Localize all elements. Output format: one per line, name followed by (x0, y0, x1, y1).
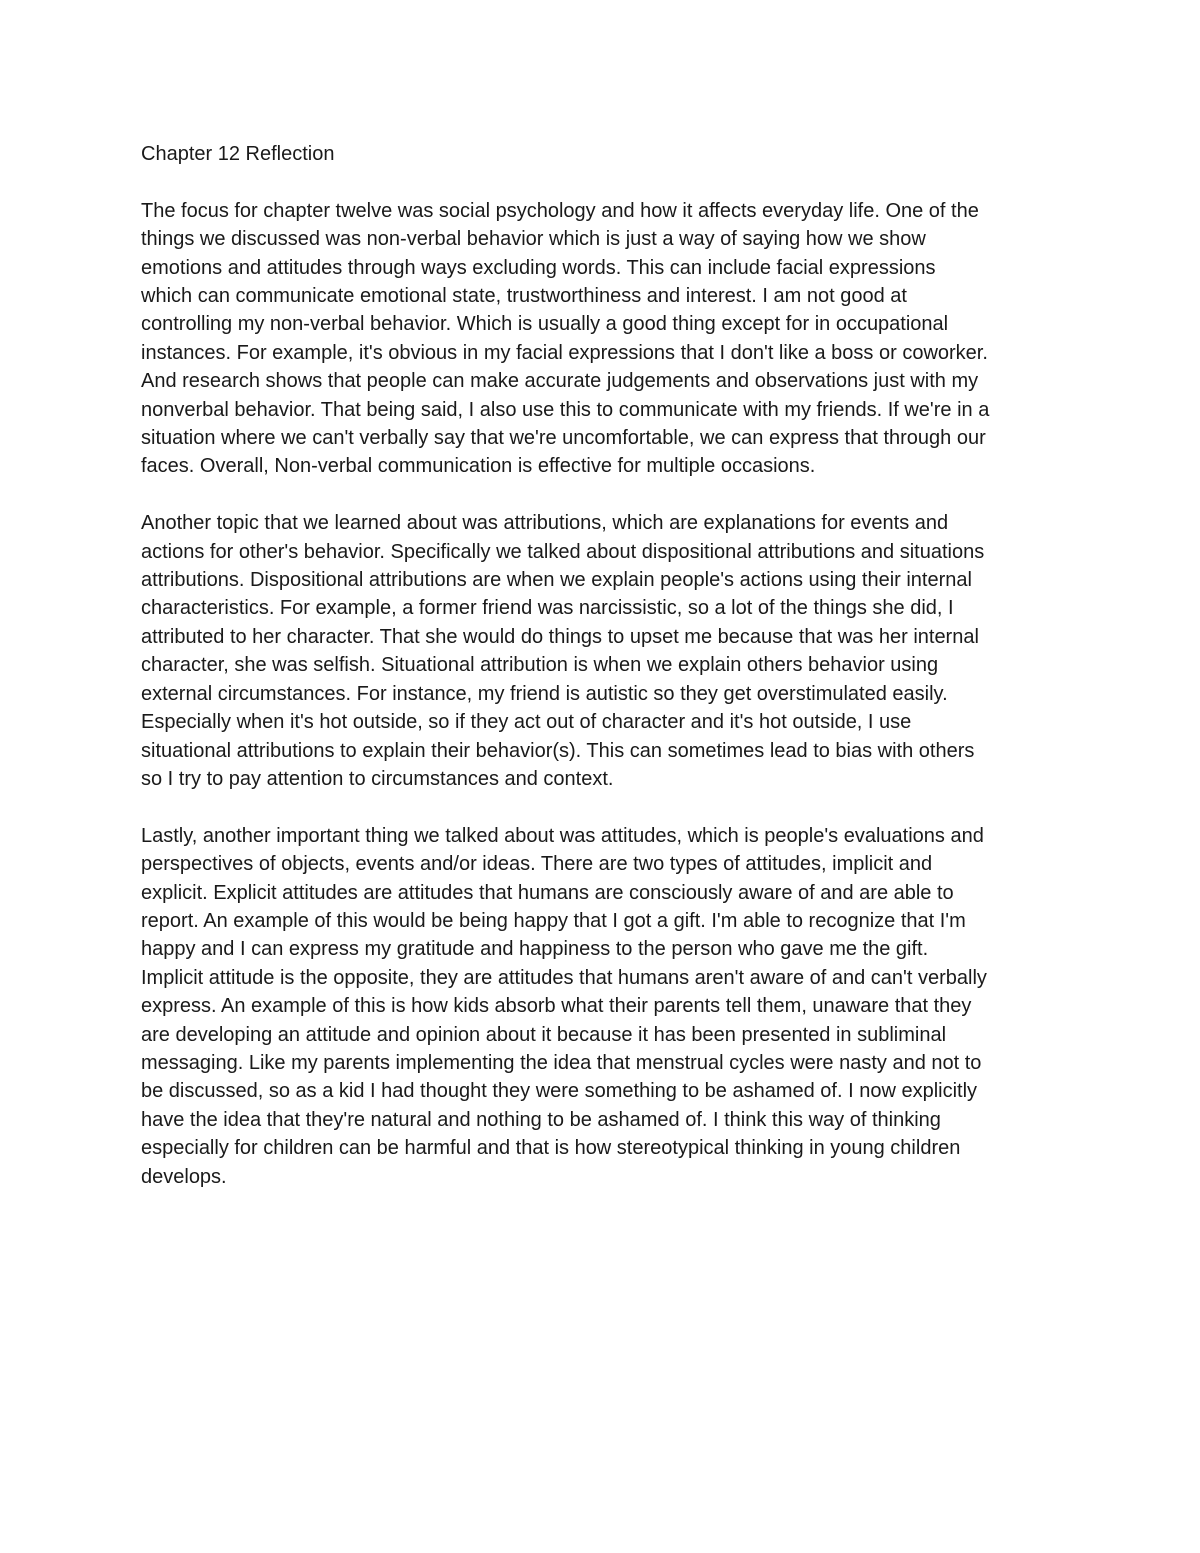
text-line: messaging. Like my parents implementing the idea that menstrual cycles were nasty and not to (141, 1051, 982, 1074)
text-line: faces. Overall, Non-verbal communication is effective for multiple occasions. (141, 455, 816, 478)
text-line: Implicit attitude is the opposite, they are attitudes that humans aren't aware of and can't verbally (141, 966, 987, 989)
text-line: things we discussed was non-verbal behavior which is just a way of saying how we show (141, 228, 926, 251)
paragraph-attributions (141, 509, 1066, 793)
text-line: situation where we can't verbally say that we're uncomfortable, we can express that through our (141, 427, 986, 450)
text-line: attributions. Dispositional attributions are when we explain people's actions using their internal (141, 569, 972, 592)
text-line: The focus for chapter twelve was social psychology and how it affects everyday life. One of the (141, 199, 979, 222)
text-line: controlling my non-verbal behavior. Which is usually a good thing except for in occupational (141, 313, 949, 336)
text-line: Lastly, another important thing we talked about was attitudes, which is people's evaluations and (141, 824, 984, 847)
text-line: especially for children can be harmful and that is how stereotypical thinking in young children (141, 1137, 961, 1160)
text-line: And research shows that people can make accurate judgements and observations just with my (141, 370, 979, 393)
text-line: perspectives of objects, events and/or ideas. There are two types of attitudes, implicit and (141, 853, 933, 876)
text-line: which can communicate emotional state, trustworthiness and interest. I am not good at (141, 285, 907, 308)
text-line: express. An example of this is how kids absorb what their parents tell them, unaware that they (141, 995, 972, 1018)
text-line: so I try to pay attention to circumstances and context. (141, 767, 614, 790)
text-line: are developing an attitude and opinion about it because it has been presented in subliminal (141, 1023, 947, 1046)
text-line: nonverbal behavior. That being said, I also use this to communicate with my friends. If we're in a (141, 398, 990, 421)
text-line: emotions and attitudes through ways excluding words. This can include facial expressions (141, 256, 936, 279)
paragraph-attitudes (141, 822, 1066, 1191)
text-line: Especially when it's hot outside, so if they act out of character and it's hot outside, I use (141, 711, 912, 734)
text-line: external circumstances. For instance, my friend is autistic so they get overstimulated easily. (141, 682, 948, 705)
text-line: situational attributions to explain their behavior(s). This can sometimes lead to bias with others (141, 739, 975, 762)
text-line: explicit. Explicit attitudes are attitudes that humans are consciously aware of and are able to (141, 881, 954, 904)
text-line: develops. (141, 1165, 227, 1188)
text-line: actions for other's behavior. Specifically we talked about dispositional attributions and situations (141, 540, 985, 563)
text-line: characteristics. For example, a former friend was narcissistic, so a lot of the things she did, I (141, 597, 954, 620)
text-line: Another topic that we learned about was attributions, which are explanations for events and (141, 512, 949, 535)
text-line: character, she was selfish. Situational attribution is when we explain others behavior using (141, 654, 939, 677)
text-line: happy and I can express my gratitude and happiness to the person who gave me the gift. (141, 938, 929, 961)
document-title: Chapter 12 Reflection (141, 143, 335, 165)
paragraph-nonverbal-behavior (141, 197, 1066, 481)
text-line: report. An example of this would be being happy that I got a gift. I'm able to recognize that I'm (141, 909, 966, 932)
text-line: be discussed, so as a kid I had thought they were something to be ashamed of. I now explicitly (141, 1080, 978, 1103)
text-line: have the idea that they're natural and nothing to be ashamed of. I think this way of thinking (141, 1108, 941, 1131)
text-line: attributed to her character. That she would do things to upset me because that was her internal (141, 625, 979, 648)
document-body (141, 140, 1066, 1191)
text-line: instances. For example, it's obvious in my facial expressions that I don't like a boss or coworker. (141, 341, 988, 364)
